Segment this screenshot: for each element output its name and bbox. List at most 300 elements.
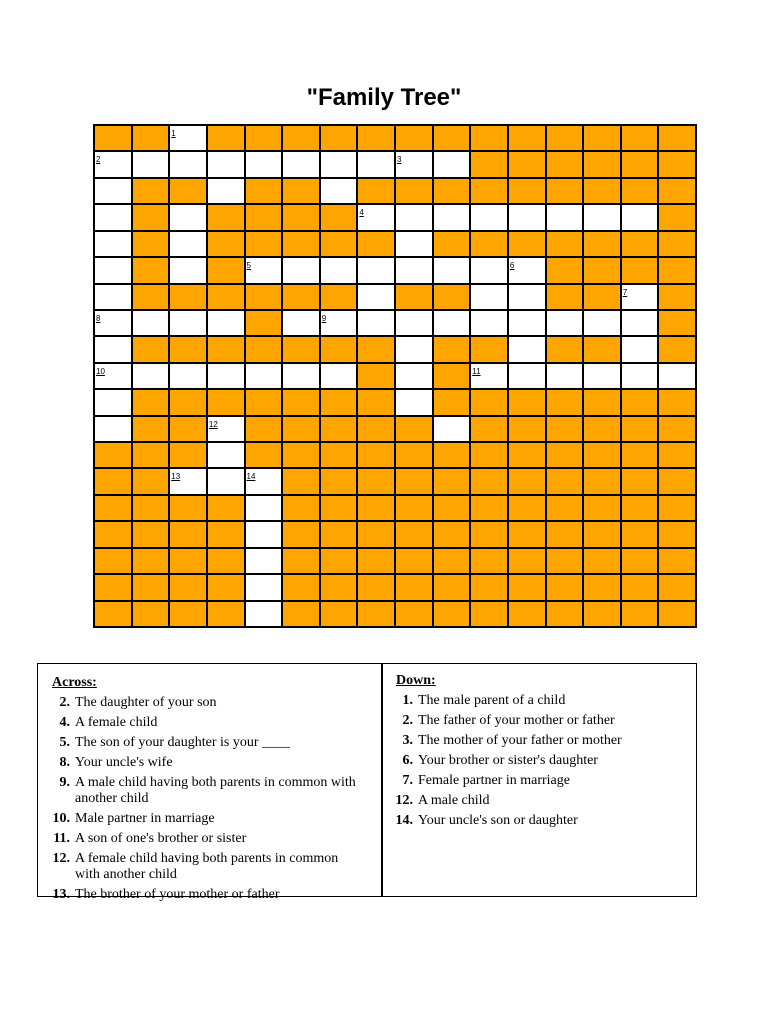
grid-block [470,548,508,574]
clue-number: 13 [171,472,181,482]
grid-block [470,336,508,362]
grid-block [320,336,358,362]
grid-block [395,284,433,310]
grid-block [621,601,659,627]
grid-block [207,336,245,362]
clue-number: 12 [208,419,218,429]
grid-block [395,416,433,442]
grid-cell[interactable] [169,310,207,336]
grid-block [169,336,207,362]
grid-block [207,257,245,283]
grid-block [470,389,508,415]
grid-cell[interactable] [320,178,358,204]
grid-cell[interactable] [395,151,433,177]
grid-block [320,574,358,600]
grid-block [508,495,546,521]
grid-block [132,125,170,151]
clue-text: A female child having both parents in common with another child [75,851,339,882]
grid-cell[interactable] [132,310,170,336]
grid-block [207,548,245,574]
grid-block [94,548,132,574]
grid-block [245,178,283,204]
grid-cell[interactable] [621,204,659,230]
grid-cell[interactable] [357,257,395,283]
grid-block [658,257,696,283]
clue-number: 8. [59,755,70,770]
clue-text: A female child [75,715,158,730]
grid-block [508,151,546,177]
grid-block [282,284,320,310]
grid-cell[interactable] [395,336,433,362]
across-heading: Across: [52,675,97,690]
clue-number: 1. [402,693,413,708]
grid-block [132,416,170,442]
grid-block [132,574,170,600]
grid-cell[interactable] [621,336,659,362]
grid-cell[interactable] [169,468,207,494]
grid-block [207,574,245,600]
grid-cell[interactable] [207,178,245,204]
grid-block [470,416,508,442]
clue-number: 14. [395,813,413,828]
grid-block [169,284,207,310]
grid-block [583,601,621,627]
grid-block [357,548,395,574]
down-clue [383,731,708,751]
grid-block [621,521,659,547]
grid-cell[interactable] [282,151,320,177]
grid-cell[interactable] [94,204,132,230]
grid-block [433,495,471,521]
grid-cell[interactable] [245,468,283,494]
grid-cell[interactable] [508,336,546,362]
grid-block [320,521,358,547]
across-clue [38,733,365,753]
grid-block [470,178,508,204]
grid-block [320,416,358,442]
grid-block [583,389,621,415]
grid-block [583,231,621,257]
grid-cell[interactable] [395,363,433,389]
grid-block [395,468,433,494]
grid-block [546,521,584,547]
grid-block [132,204,170,230]
grid-cell[interactable] [508,204,546,230]
clue-number: 4. [59,715,70,730]
grid-block [320,468,358,494]
grid-cell[interactable] [546,310,584,336]
clue-number: 6. [402,753,413,768]
grid-block [621,178,659,204]
grid-block [282,548,320,574]
grid-block [621,468,659,494]
grid-cell[interactable] [583,310,621,336]
grid-cell[interactable] [94,389,132,415]
grid-block [357,416,395,442]
grid-block [546,574,584,600]
grid-block [245,442,283,468]
grid-cell[interactable] [94,151,132,177]
down-clues-panel [382,663,697,897]
down-clue [383,751,708,771]
grid-block [132,495,170,521]
grid-block [395,574,433,600]
clue-number: 10. [52,811,70,826]
grid-block [546,416,584,442]
grid-block [583,574,621,600]
grid-block [282,601,320,627]
clue-number: 5 [246,261,251,271]
grid-cell[interactable] [546,363,584,389]
grid-block [245,389,283,415]
grid-cell[interactable] [207,363,245,389]
grid-cell[interactable] [320,363,358,389]
grid-cell[interactable] [169,125,207,151]
grid-cell[interactable] [357,151,395,177]
grid-cell[interactable] [357,284,395,310]
grid-block [546,125,584,151]
grid-block [508,521,546,547]
grid-block [433,178,471,204]
grid-block [395,495,433,521]
grid-block [470,521,508,547]
grid-block [320,389,358,415]
grid-block [583,284,621,310]
grid-cell[interactable] [207,151,245,177]
grid-block [433,574,471,600]
clue-text: Male partner in marriage [75,811,215,826]
grid-block [169,574,207,600]
grid-cell[interactable] [583,204,621,230]
grid-block [94,521,132,547]
grid-cell[interactable] [470,257,508,283]
grid-block [546,178,584,204]
grid-block [470,468,508,494]
grid-block [94,574,132,600]
grid-block [546,601,584,627]
grid-cell[interactable] [207,310,245,336]
grid-cell[interactable] [94,363,132,389]
grid-block [546,548,584,574]
grid-cell[interactable] [282,257,320,283]
clue-number: 12. [395,793,413,808]
grid-cell[interactable] [245,574,283,600]
grid-block [395,521,433,547]
grid-block [621,416,659,442]
grid-block [658,574,696,600]
grid-block [583,257,621,283]
grid-block [282,178,320,204]
grid-cell[interactable] [169,151,207,177]
grid-block [94,125,132,151]
grid-block [282,204,320,230]
grid-block [658,178,696,204]
grid-cell[interactable] [470,284,508,310]
grid-cell[interactable] [433,416,471,442]
grid-cell[interactable] [433,257,471,283]
grid-block [546,257,584,283]
grid-block [658,416,696,442]
grid-cell[interactable] [395,389,433,415]
down-clue [383,811,708,831]
across-clue [38,809,365,829]
grid-block [470,151,508,177]
grid-block [621,548,659,574]
grid-block [357,495,395,521]
grid-cell[interactable] [357,204,395,230]
grid-block [508,389,546,415]
grid-cell[interactable] [508,284,546,310]
grid-block [546,495,584,521]
grid-cell[interactable] [357,310,395,336]
grid-block [282,389,320,415]
grid-cell[interactable] [583,363,621,389]
grid-block [357,389,395,415]
grid-block [546,284,584,310]
grid-block [357,125,395,151]
grid-block [395,125,433,151]
grid-block [583,151,621,177]
grid-block [169,389,207,415]
grid-block [132,178,170,204]
grid-block [357,336,395,362]
grid-block [207,284,245,310]
grid-block [658,151,696,177]
grid-cell[interactable] [245,521,283,547]
clue-text: A male child having both parents in common with another child [75,775,356,806]
grid-block [433,548,471,574]
grid-block [395,548,433,574]
grid-cell[interactable] [245,151,283,177]
grid-block [132,548,170,574]
grid-block [583,125,621,151]
grid-cell[interactable] [245,548,283,574]
grid-block [282,442,320,468]
grid-cell[interactable] [395,204,433,230]
grid-block [658,284,696,310]
clue-number: 2 [96,155,101,165]
page-title: "Family Tree" [306,84,462,111]
across-clue [38,849,365,885]
grid-block [470,442,508,468]
across-clue-list [38,693,365,905]
grid-block [282,336,320,362]
grid-cell[interactable] [470,204,508,230]
grid-cell[interactable] [132,151,170,177]
across-clues-panel [37,663,382,902]
clue-text: A male child [418,793,490,808]
grid-block [658,601,696,627]
grid-block [94,601,132,627]
grid-block [395,178,433,204]
clue-number: 1 [171,129,176,138]
clue-text: The father of your mother or father [418,713,615,728]
clue-text: The mother of your father or mother [418,733,622,748]
grid-block [658,442,696,468]
grid-block [433,468,471,494]
grid-block [658,125,696,151]
grid-cell[interactable] [207,416,245,442]
grid-cell[interactable] [207,442,245,468]
grid-block [508,125,546,151]
across-clue [38,753,365,773]
grid-cell[interactable] [621,284,659,310]
clue-number: 7 [622,287,628,297]
grid-block [658,204,696,230]
clue-text: Your uncle's son or daughter [418,813,578,828]
grid-cell[interactable] [169,257,207,283]
grid-block [621,151,659,177]
grid-block [357,231,395,257]
grid-block [658,336,696,362]
grid-block [583,178,621,204]
grid-cell[interactable] [508,363,546,389]
grid-block [207,495,245,521]
grid-cell[interactable] [94,231,132,257]
grid-block [395,601,433,627]
grid-cell[interactable] [508,310,546,336]
across-clue [38,829,365,849]
clue-number: 6 [509,261,515,271]
grid-block [433,601,471,627]
clue-number: 13. [52,887,70,902]
grid-block [546,231,584,257]
grid-cell[interactable] [94,416,132,442]
clue-number: 9 [321,313,327,323]
grid-block [470,495,508,521]
grid-block [207,231,245,257]
crossword-grid [93,124,697,628]
grid-block [508,468,546,494]
clue-number: 8 [96,313,101,323]
across-clue [38,885,365,905]
grid-block [245,336,283,362]
grid-block [546,468,584,494]
grid-block [245,204,283,230]
clue-number: 14 [246,472,256,482]
grid-cell[interactable] [245,363,283,389]
grid-cell[interactable] [94,257,132,283]
grid-block [621,389,659,415]
grid-cell[interactable] [282,363,320,389]
grid-block [169,521,207,547]
clue-text: The son of your daughter is your ____ [75,735,291,750]
down-heading: Down: [396,673,436,688]
grid-block [245,284,283,310]
grid-block [583,416,621,442]
grid-cell[interactable] [433,204,471,230]
grid-block [621,125,659,151]
grid-cell[interactable] [433,310,471,336]
grid-cell[interactable] [94,284,132,310]
grid-cell[interactable] [395,257,433,283]
grid-block [320,601,358,627]
grid-block [94,468,132,494]
clue-text: The male parent of a child [418,693,566,708]
grid-block [282,416,320,442]
grid-block [320,231,358,257]
grid-cell[interactable] [94,178,132,204]
grid-block [621,495,659,521]
grid-cell[interactable] [658,363,696,389]
grid-block [508,231,546,257]
grid-block [245,310,283,336]
grid-cell[interactable] [132,363,170,389]
grid-block [433,336,471,362]
grid-block [132,521,170,547]
grid-block [470,125,508,151]
grid-cell[interactable] [245,601,283,627]
grid-block [357,601,395,627]
grid-block [282,468,320,494]
grid-block [320,442,358,468]
grid-cell[interactable] [94,310,132,336]
clue-number: 10 [96,366,105,376]
grid-cell[interactable] [207,468,245,494]
grid-block [169,601,207,627]
grid-block [94,495,132,521]
grid-cell[interactable] [320,151,358,177]
clue-text: A son of one's brother or sister [75,831,247,846]
clue-text: Female partner in marriage [418,773,570,788]
grid-block [207,389,245,415]
grid-cell[interactable] [282,310,320,336]
grid-cell[interactable] [169,231,207,257]
grid-block [621,257,659,283]
grid-block [320,548,358,574]
grid-block [395,442,433,468]
clue-text: Your uncle's wife [75,755,173,770]
grid-cell[interactable] [470,363,508,389]
grid-cell[interactable] [395,310,433,336]
grid-cell[interactable] [546,204,584,230]
clue-text: The daughter of your son [75,695,217,710]
grid-block [433,363,471,389]
grid-cell[interactable] [320,310,358,336]
grid-cell[interactable] [245,257,283,283]
grid-block [583,468,621,494]
grid-cell[interactable] [433,151,471,177]
grid-cell[interactable] [508,257,546,283]
grid-block [357,363,395,389]
grid-cell[interactable] [245,495,283,521]
grid-block [282,495,320,521]
grid-block [282,125,320,151]
grid-cell[interactable] [621,310,659,336]
grid-block [433,389,471,415]
down-clue [383,691,708,711]
grid-cell[interactable] [320,257,358,283]
grid-block [658,231,696,257]
grid-block [132,442,170,468]
clue-number: 3. [402,733,413,748]
grid-block [132,468,170,494]
grid-block [132,336,170,362]
grid-cell[interactable] [621,363,659,389]
grid-block [320,125,358,151]
grid-block [658,389,696,415]
grid-block [508,574,546,600]
grid-cell[interactable] [169,363,207,389]
grid-block [658,521,696,547]
grid-block [169,178,207,204]
grid-cell[interactable] [395,231,433,257]
grid-cell[interactable] [470,310,508,336]
clue-number: 4 [359,208,364,218]
grid-cell[interactable] [94,336,132,362]
grid-cell[interactable] [169,204,207,230]
grid-block [282,521,320,547]
